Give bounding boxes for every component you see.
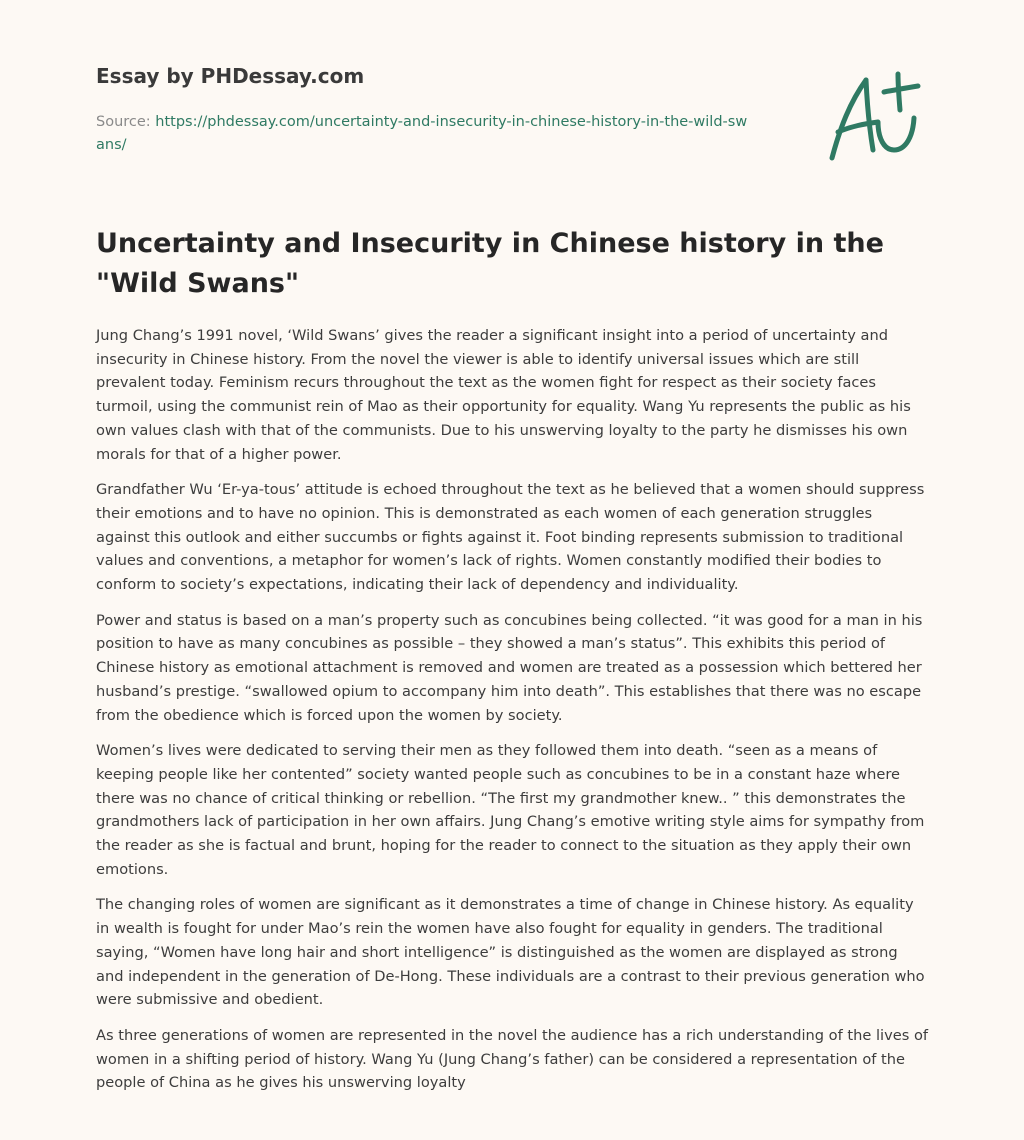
document-page	[96, 0, 928, 1140]
article-body	[96, 324, 928, 1107]
paragraph: Grandfather Wu ‘Er-ya-tous’ attitude is echoed throughout the text as he believed that a women should suppress their emotions and to have no opinion. This is demonstrated as each women of each generation struggles against this outlook and either succumbs or fights against it. Foot binding represents submission to traditional values and conventions, a metaphor for women’s lack of rights. Women constantly modified their bodies to conform to society’s expectations, indicating their lack of dependency and individuality.	[96, 481, 925, 594]
a-plus-logo-icon	[818, 66, 928, 166]
paragraph: The changing roles of women are significant as it demonstrates a time of change in Chinese history. As equality in wealth is fought for under Mao’s rein the women have also fought for equality in genders. The traditional saying, “Women have long hair and short intelligence” is distinguished as the women are displayed as strong and independent in the generation of De-Hong. These individuals are a contrast to their previous generation who were submissive and obedient.	[96, 896, 925, 1009]
paragraph: As three generations of women are represented in the novel the audience has a rich understanding of the lives of women in a shifting period of history. Wang Yu (Jung Chang’s father) can be considered a representation of the people of China as he gives his unswerving loyalty	[96, 1026, 929, 1092]
document-header	[96, 0, 928, 195]
paragraph: Power and status is based on a man’s property such as concubines being collected. “it was good for a man in his position to have as many concubines as possible – they showed a man’s status”. This exhibits this period of Chinese history as emotional attachment is removed and women are treated as a possession which bettered her husband’s prestige. “swallowed opium to accompany him into death”. This establishes that there was no escape from the obedience which is forced upon the women by society.	[96, 611, 923, 724]
source-line	[96, 111, 756, 157]
paragraph: Women’s lives were dedicated to serving their men as they followed them into death. “seen as a means of keeping people like her contented” society wanted people such as concubines to be in a constant haze where there was no chance of critical thinking or rebellion. “The first my grandmother knew.. ” this demonstrates the grandmothers lack of participation in her own affairs. Jung Chang’s emotive writing style aims for sympathy from the reader as she is factual and brunt, hoping for the reader to connect to the situation as they apply their own emotions.	[96, 742, 925, 878]
source-link[interactable]: https://phdessay.com/uncertainty-and-insecurity-in-chinese-history-in-the-wild-swans/	[96, 114, 748, 153]
source-label: Source:	[96, 114, 156, 130]
article-title: Uncertainty and Insecurity in Chinese history in the "Wild Swans"	[96, 228, 884, 299]
paragraph: Jung Chang’s 1991 novel, ‘Wild Swans’ gives the reader a significant insight into a period of uncertainty and insecurity in Chinese history. From the novel the viewer is able to identify universal issues which are still prevalent today. Feminism recurs throughout the text as the women fight for respect as their society faces turmoil, using the communist rein of Mao as their opportunity for equality. Wang Yu represents the public as his own values clash with that of the communists. Due to his unswerving loyalty to the party he dismisses his own morals for that of a higher power.	[96, 327, 911, 463]
site-brand: Essay by PHDessay.com	[96, 64, 365, 88]
